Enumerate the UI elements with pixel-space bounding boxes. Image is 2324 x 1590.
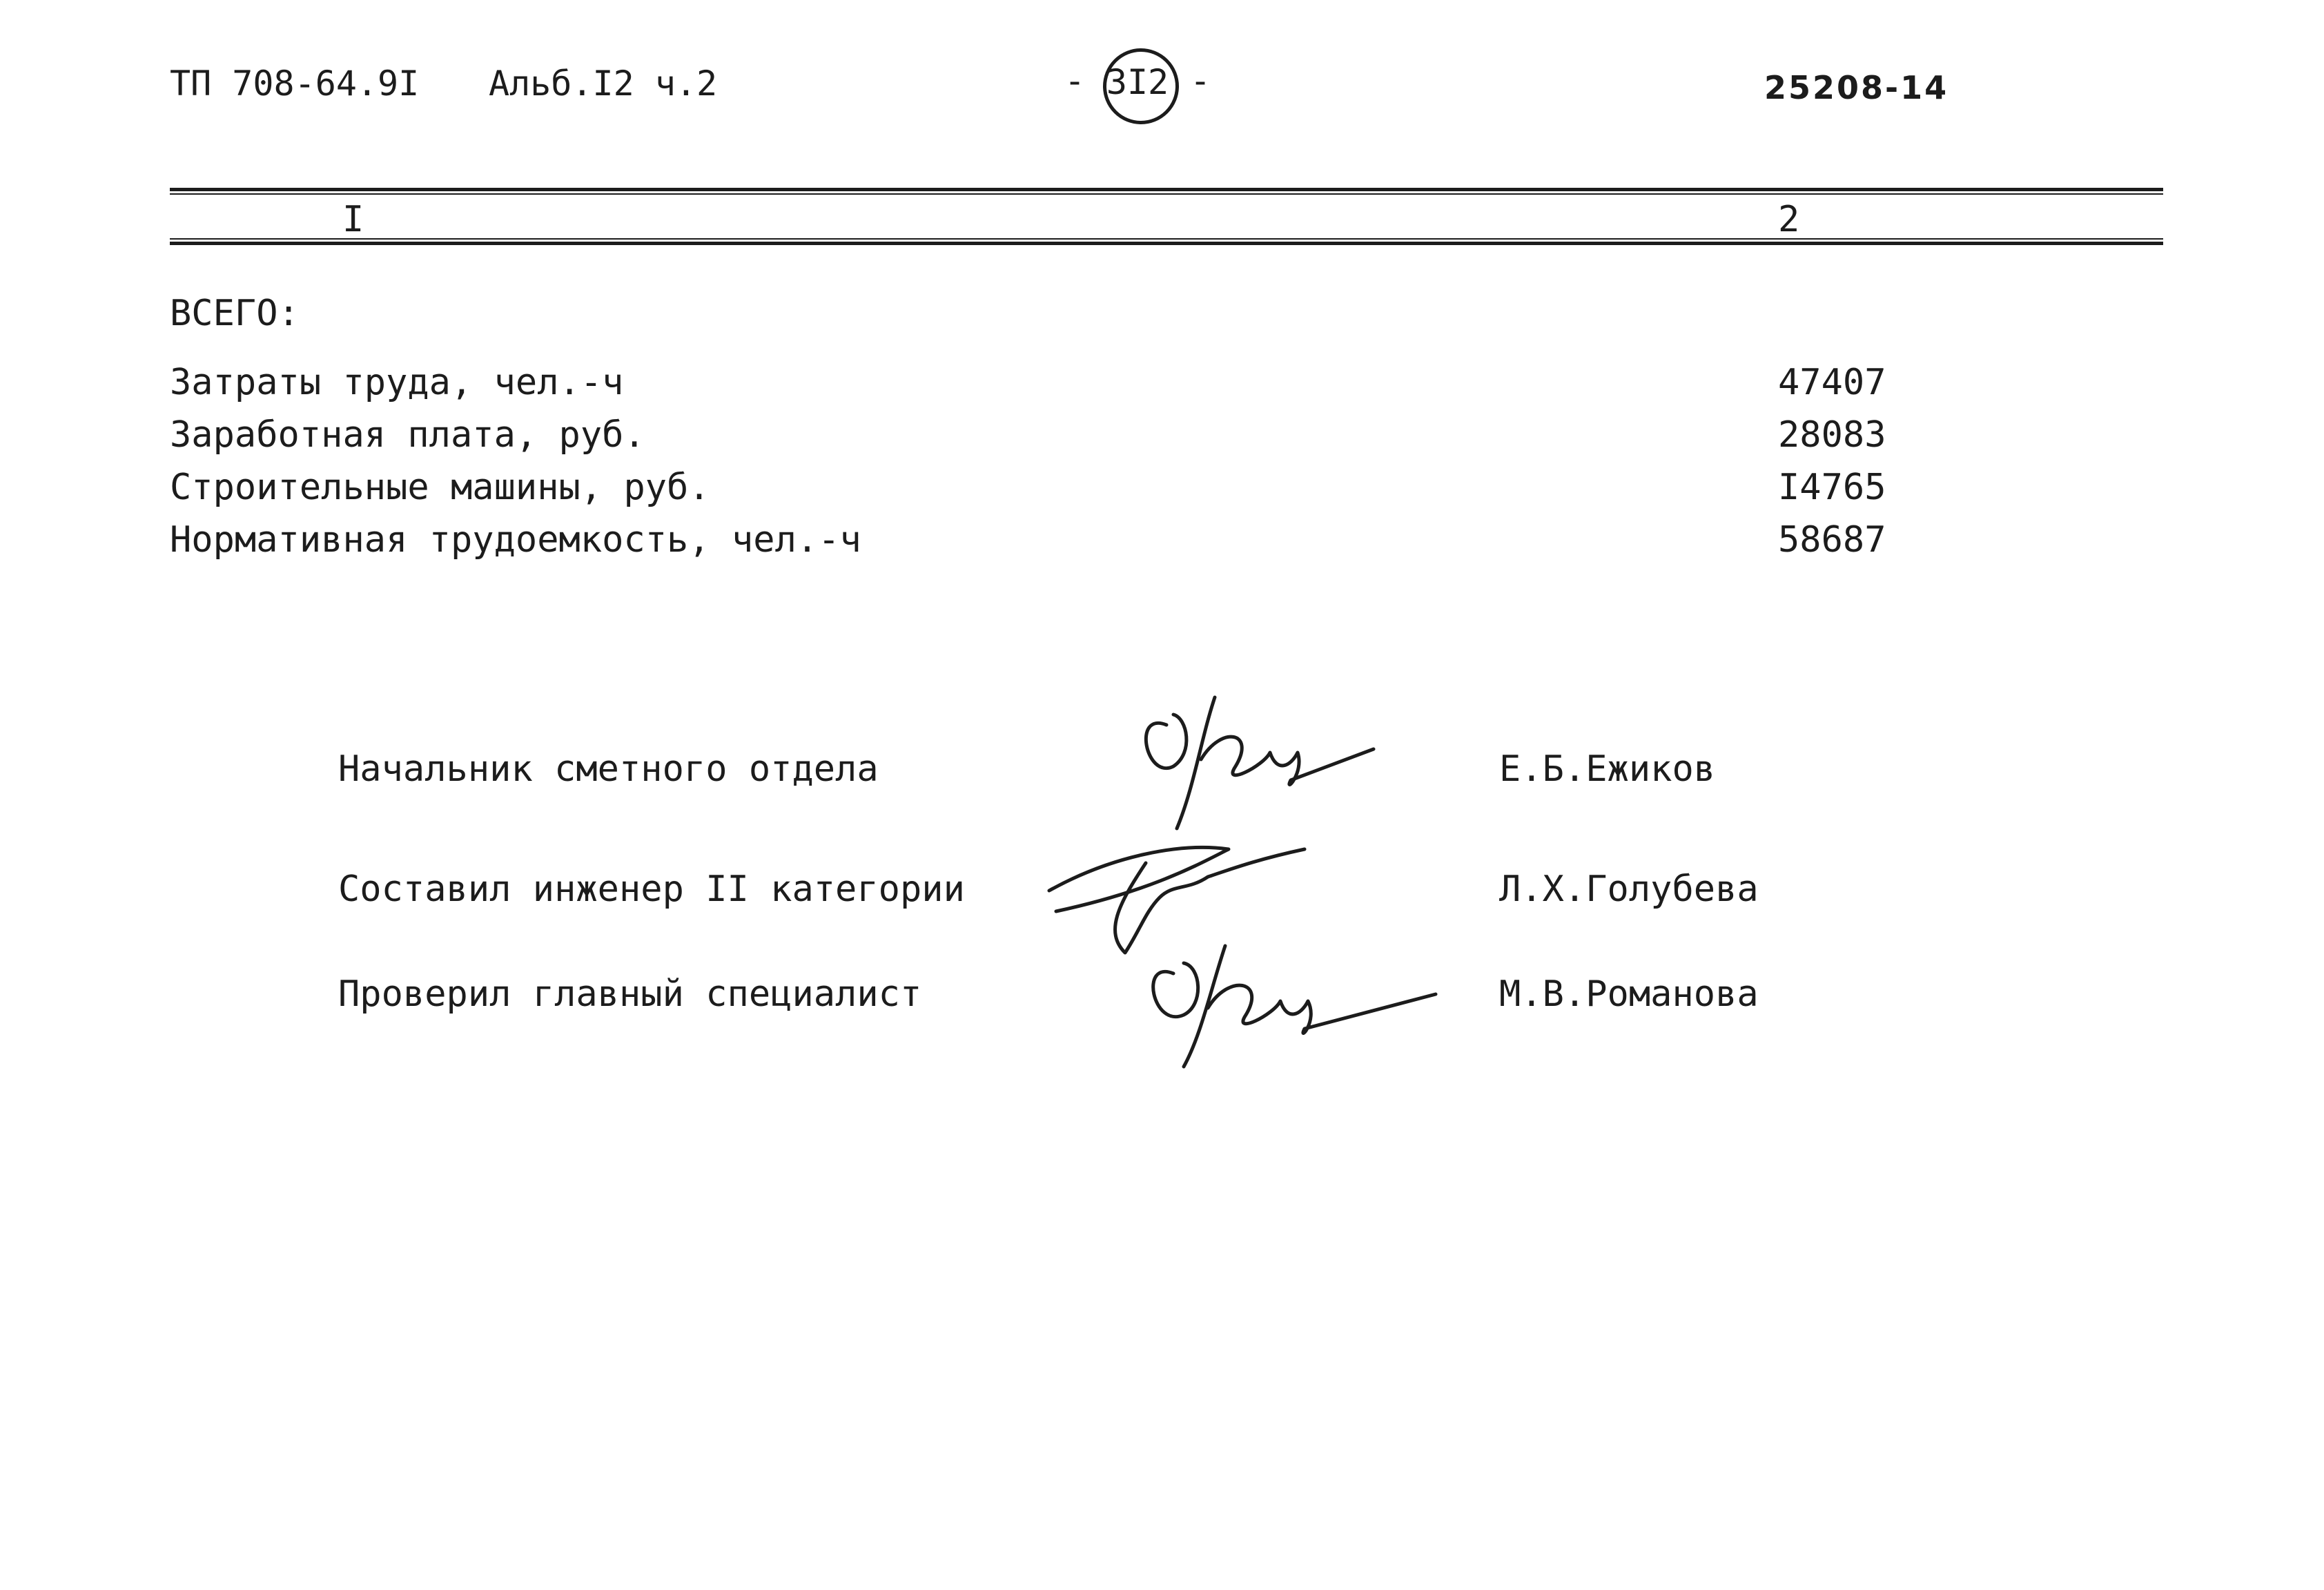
column-header-1: I [342,199,364,240]
document-code: ТП 708-64.9I [170,64,420,104]
signature-name-head: Е.Б.Ежиков [1499,748,1716,790]
row-label-normative: Нормативная трудоемкость, чел.-ч [170,519,861,561]
signature-role-checker: Проверил главный специалист [338,973,922,1015]
signature-role-compiler: Составил инженер II категории [338,869,965,910]
signature-name-compiler: Л.Х.Голубева [1499,869,1759,910]
row-label-labor: Затраты труда, чел.-ч [170,362,624,403]
signature-name-checker: М.В.Романова [1499,973,1759,1015]
row-value-wages: 28083 [1778,414,1886,456]
page-number-stamp [1055,48,1220,124]
table-top-rule [170,188,2163,191]
page-number: 3I2 [1106,62,1169,102]
signature-3-stroke-c [1208,985,1436,1033]
table-top-rule-thin [170,193,2163,195]
archive-number: 25208-14 [1764,69,1949,106]
column-header-2: 2 [1778,199,1800,240]
signature-1-stroke-a [1146,715,1187,768]
signature-role-head: Начальник сметного отдела [338,748,879,790]
row-label-machines: Строительные машины, руб. [170,467,710,508]
table-header-rule-thin [170,238,2163,240]
row-value-labor: 47407 [1778,362,1886,403]
signature-3-stroke-b [1184,946,1225,1067]
row-value-normative: 58687 [1778,519,1886,561]
handwritten-signatures [1028,683,1470,1070]
signature-1-stroke-c [1201,737,1374,784]
signature-3-stroke-a [1153,963,1198,1017]
row-value-machines: I4765 [1778,467,1886,508]
signature-1-stroke-b [1177,697,1215,828]
total-label: ВСЕГО: [170,293,300,334]
signature-2-stroke-b [1115,849,1305,953]
row-label-wages: Заработная плата, руб. [170,414,645,456]
dash-left: - [1064,61,1086,101]
album-reference: Альб.I2 ч.2 [489,64,718,104]
table-header-rule [170,242,2163,245]
dash-right: - [1190,61,1211,101]
